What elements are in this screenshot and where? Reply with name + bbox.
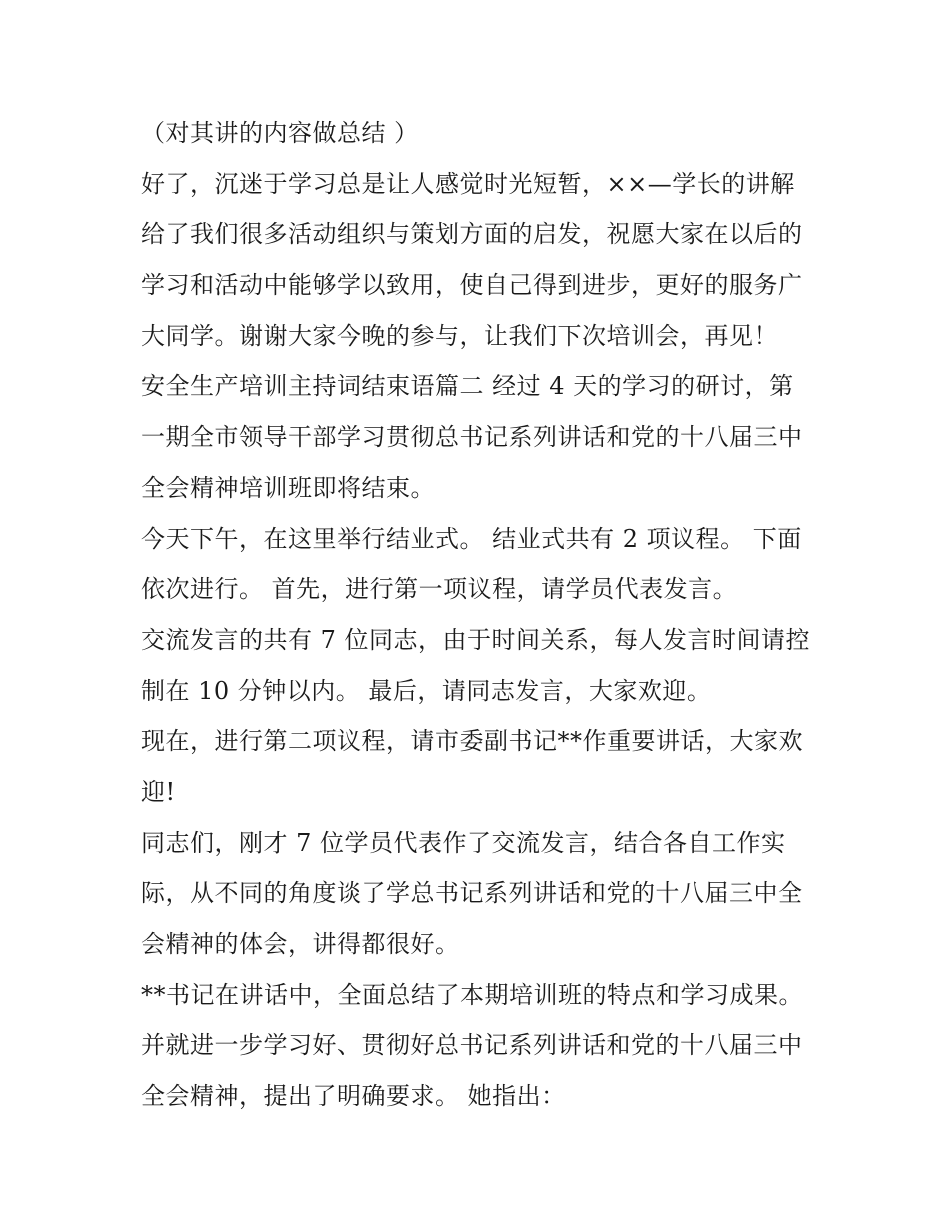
text-line: 际，从不同的角度谈了学总书记系列讲话和党的十八届三中全: [141, 879, 803, 908]
text-line: 制在 10 分钟以内。 最后，请同志发言，大家欢迎。: [141, 676, 712, 705]
text-line: 会精神的体会，讲得都很好。: [141, 930, 460, 958]
text-line: 今天下午，在这里举行结业式。 结业式共有 2 项议程。 下面: [141, 524, 802, 553]
text-line: 大同学。谢谢大家今晚的参与，让我们下次培训会，再见！: [141, 321, 778, 350]
text-line: 迎!: [141, 777, 176, 806]
text-line: 给了我们很多活动组织与策划方面的启发，祝愿大家在以后的: [141, 220, 803, 249]
text-line: 好了，沉迷于学习总是让人感觉时光短暂，××—学长的讲解: [141, 169, 795, 198]
text-line: 安全生产培训主持词结束语篇二 经过 4 天的学习的研讨，第: [141, 372, 794, 401]
document-body: [141, 108, 831, 1122]
text-line: 现在，进行第二项议程，请市委副书记**作重要讲话，大家欢: [141, 727, 803, 756]
text-line: 全会精神，提出了明确要求。 她指出：: [141, 1082, 566, 1111]
text-line: 一期全市领导干部学习贯彻总书记系列讲话和党的十八届三中: [141, 423, 803, 452]
text-line: （对其讲的内容做总结 ）: [141, 119, 419, 147]
text-line: 交流发言的共有 7 位同志，由于时间关系，每人发言时间请控: [141, 625, 811, 654]
text-line: **书记在讲话中，全面总结了本期培训班的特点和学习成果。: [141, 980, 803, 1009]
text-line: 同志们，刚才 7 位学员代表作了交流发言，结合各自工作实: [141, 828, 786, 857]
text-line: 并就进一步学习好、贯彻好总书记系列讲话和党的十八届三中: [141, 1031, 803, 1060]
text-line: 学习和活动中能够学以致用，使自己得到进步，更好的服务广: [141, 271, 803, 300]
text-line: 依次进行。 首先，进行第一项议程，请学员代表发言。: [141, 575, 738, 604]
text-line: 全会精神培训班即将结束。: [141, 473, 435, 502]
